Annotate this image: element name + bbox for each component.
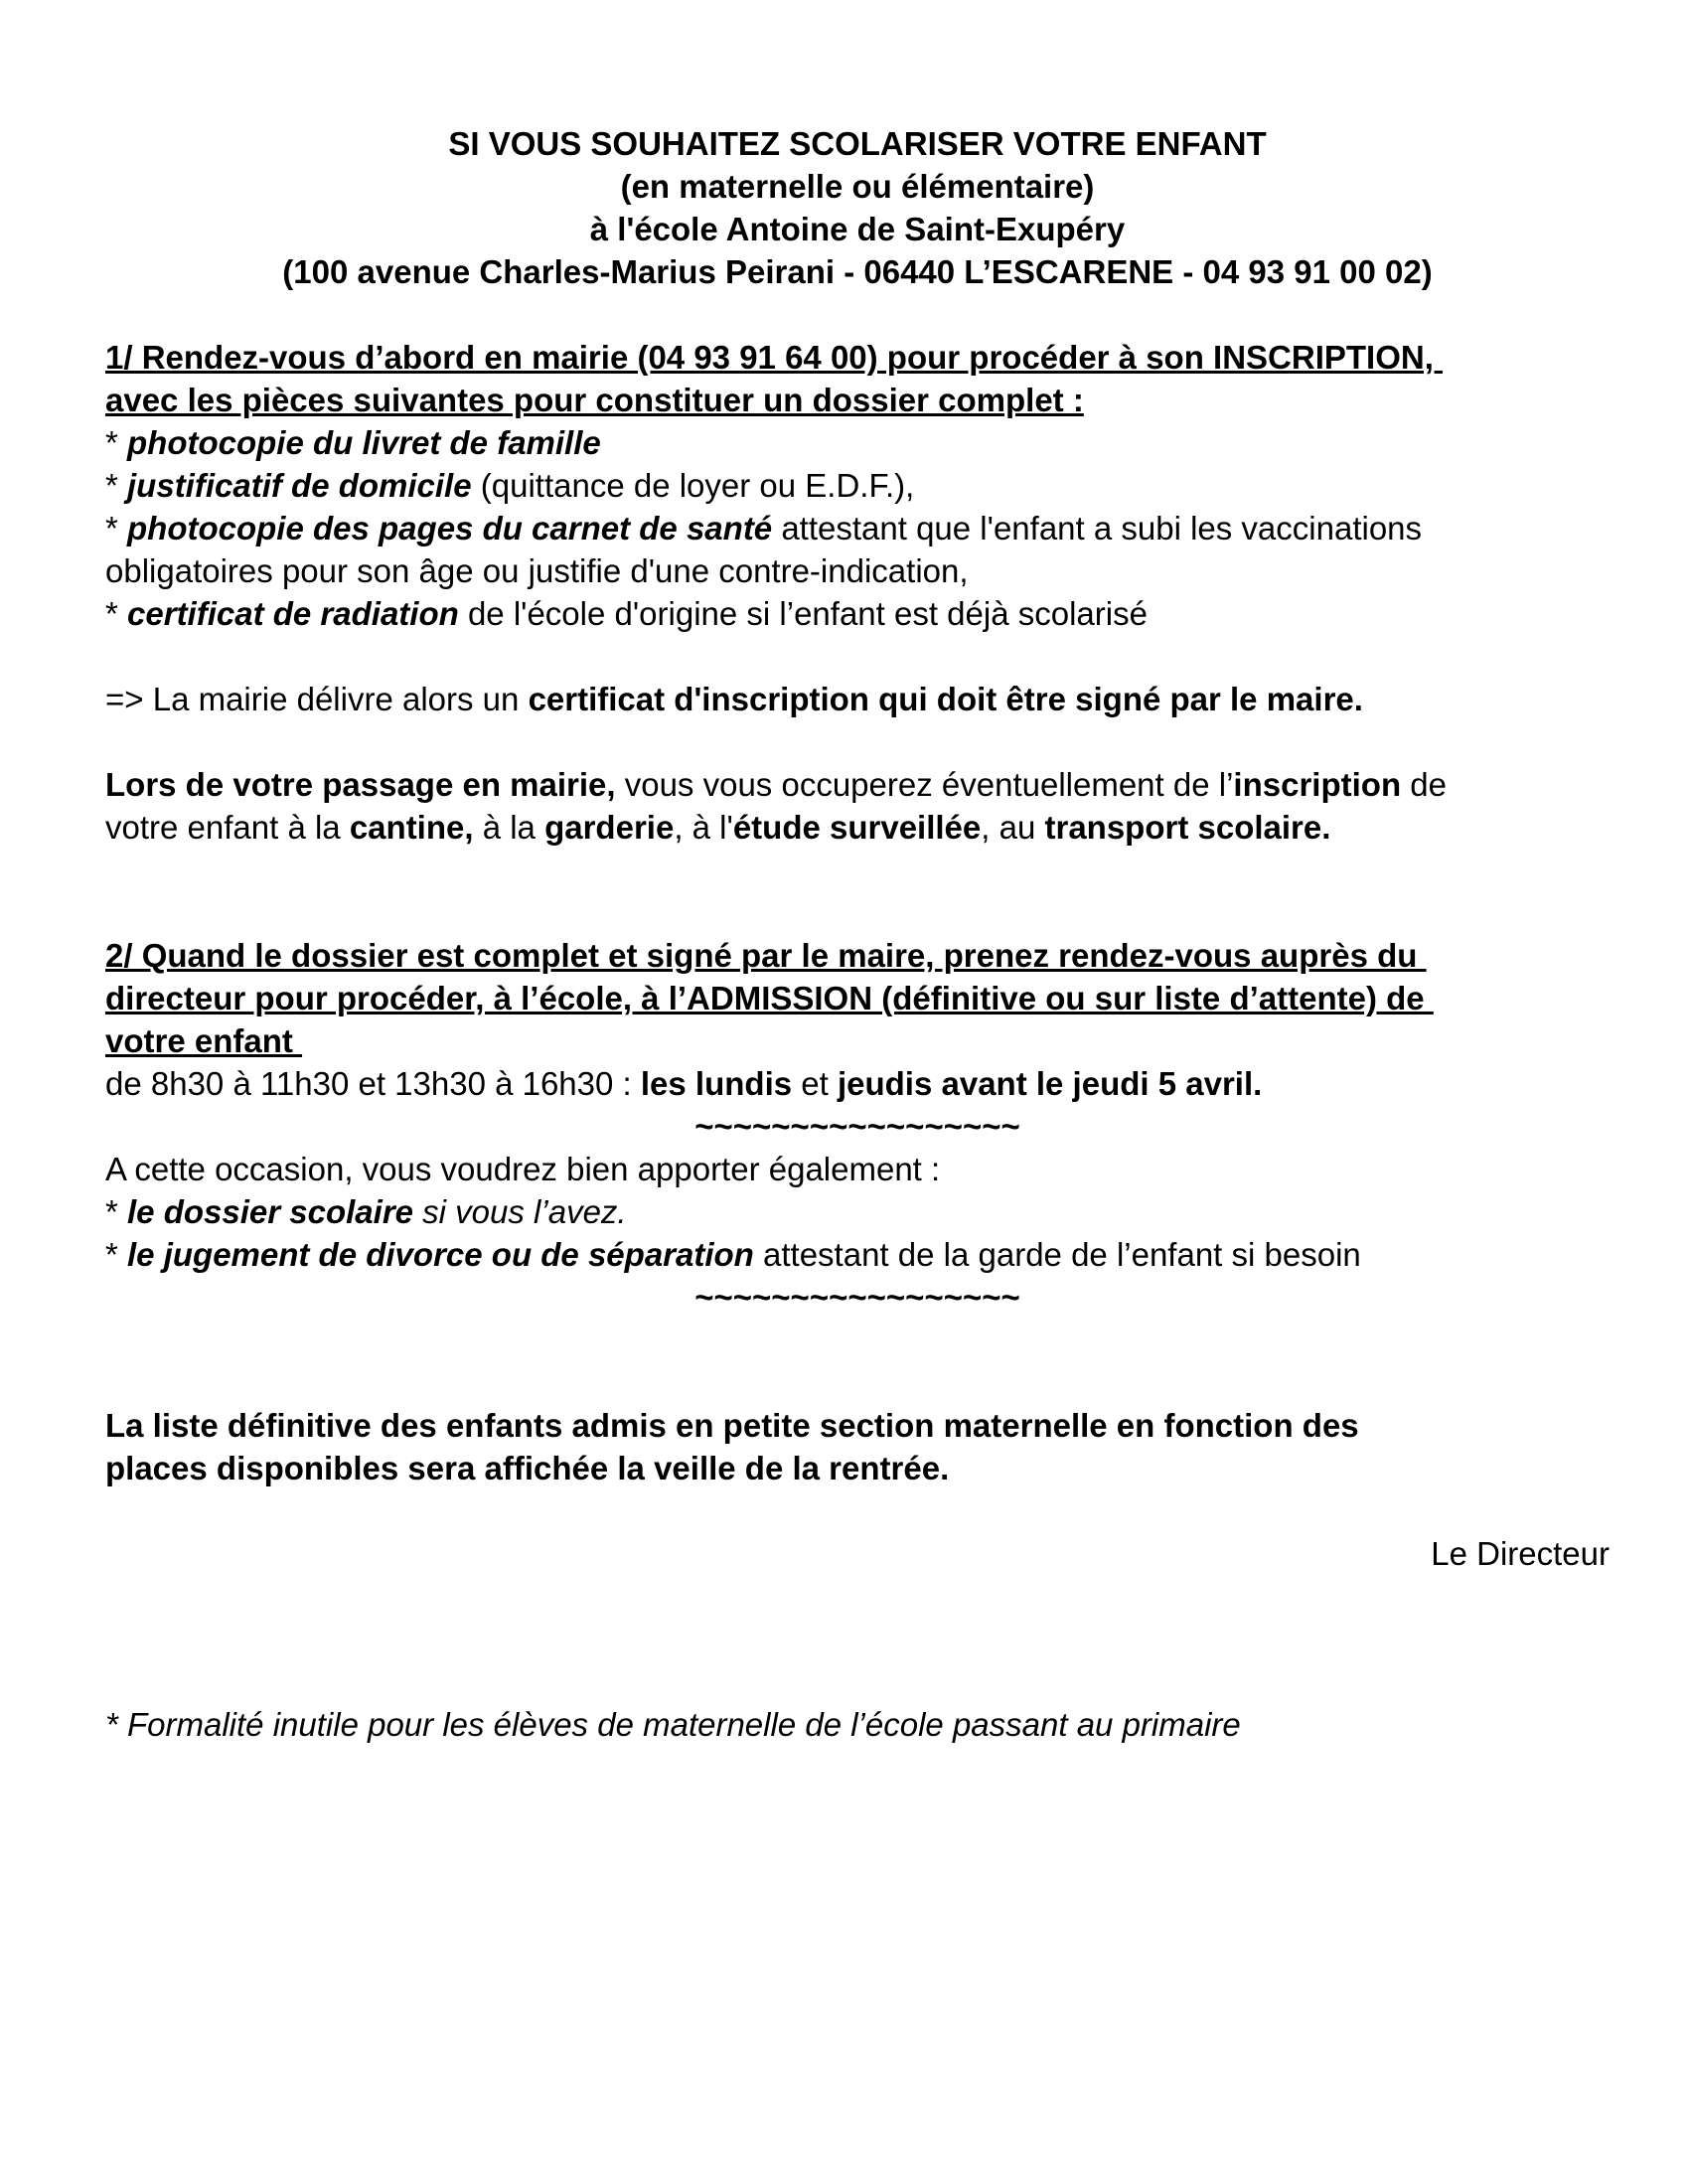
required-document-item-3-continued	[105, 549, 1610, 592]
bring-item-2	[105, 1233, 1610, 1276]
title-line-3-school-name	[105, 208, 1610, 250]
text-run: *	[105, 1236, 128, 1273]
text-run: (en maternelle ou élémentaire)	[620, 168, 1095, 205]
text-run: certificat de radiation	[127, 595, 459, 632]
text-run: cantine,	[349, 809, 474, 846]
text-run: obligatoires pour son âge ou justifie d'une contre-indication,	[105, 552, 969, 589]
final-list-notice-line-1	[105, 1404, 1610, 1447]
text-run: 1/ Rendez-vous d’abord en mairie (04 93 91 64 00) pour procéder à son INSCRIPTION,	[105, 339, 1444, 376]
text-run: certificat d'inscription qui doit être signé par le maire.	[528, 681, 1363, 717]
text-run: La liste définitive des enfants admis en petite section maternelle en fonction des	[105, 1407, 1359, 1444]
text-run: * Formalité inutile pour les élèves de maternelle de l’école passant au primaire	[105, 1706, 1241, 1743]
text-run: photocopie du livret de famille	[127, 424, 601, 461]
admission-hours-line	[105, 1062, 1610, 1105]
text-run: *	[105, 424, 128, 461]
text-run: à l'école Antoine de Saint-Exupéry	[589, 211, 1126, 247]
text-run: , au	[981, 809, 1045, 846]
section2-heading-line-1	[105, 934, 1610, 977]
text-run: les lundis	[640, 1065, 793, 1102]
text-run: attestant que l'enfant a subi les vaccinations	[772, 510, 1423, 546]
text-run: Lors de votre passage en mairie,	[105, 766, 616, 803]
text-run: A cette occasion, vous voudrez bien apporter également :	[105, 1151, 941, 1187]
tilde-separator-2	[105, 1276, 1610, 1319]
section2-heading-line-3	[105, 1019, 1610, 1062]
text-run: *	[105, 510, 128, 546]
text-run: directeur pour procéder, à l’école, à l’ADMISSION (définitive ou sur liste d’attente) de	[105, 980, 1434, 1016]
text-run: *	[105, 1193, 128, 1230]
mairie-services-line-2	[105, 806, 1610, 849]
text-run: à la	[473, 809, 545, 846]
text-run: *	[105, 595, 128, 632]
text-run: transport scolaire.	[1044, 809, 1331, 846]
certificate-note	[105, 678, 1610, 720]
required-document-item-3	[105, 507, 1610, 549]
text-run: photocopie des pages du carnet de santé	[127, 510, 773, 546]
text-run: avec les pièces suivantes pour constituer un dossier complet :	[105, 382, 1084, 418]
text-run: ~~~~~~~~~~~~~~~~~	[694, 1108, 1020, 1145]
text-run: et	[792, 1065, 838, 1102]
text-run: le dossier scolaire	[127, 1193, 414, 1230]
text-run: si vous l’avez.	[413, 1193, 627, 1230]
text-run: inscription	[1233, 766, 1402, 803]
text-run: => La mairie délivre alors un	[105, 681, 529, 717]
text-run: votre enfant à la	[105, 809, 350, 846]
section2-heading-line-2	[105, 977, 1610, 1019]
text-run: attestant de la garde de l’enfant si besoin	[753, 1236, 1361, 1273]
text-run: votre enfant	[105, 1022, 303, 1059]
mairie-services-line-1	[105, 763, 1610, 806]
text-run: le jugement de divorce ou de séparation	[127, 1236, 754, 1273]
text-run: (quittance de loyer ou E.D.F.),	[471, 467, 915, 504]
title-line-4-address	[105, 250, 1610, 293]
bring-item-1	[105, 1190, 1610, 1233]
footnote	[105, 1703, 1610, 1746]
text-run: places disponibles sera affichée la veille de la rentrée.	[105, 1450, 950, 1486]
text-run: garderie	[544, 809, 675, 846]
final-list-notice-line-2	[105, 1447, 1610, 1489]
text-run: *	[105, 467, 128, 504]
text-run: vous vous occuperez éventuellement de l’	[615, 766, 1234, 803]
required-document-item-4	[105, 592, 1610, 635]
text-run: de l'école d'origine si l’enfant est déjà scolarisé	[458, 595, 1148, 632]
required-document-item-1	[105, 421, 1610, 464]
signature	[105, 1532, 1610, 1575]
bring-also-intro	[105, 1148, 1610, 1190]
section1-heading-line-1	[105, 336, 1610, 379]
text-run: de 8h30 à 11h30 et 13h30 à 16h30 :	[105, 1065, 641, 1102]
title-line-1	[105, 122, 1610, 165]
required-document-item-2	[105, 464, 1610, 507]
text-run: ~~~~~~~~~~~~~~~~~	[694, 1279, 1020, 1316]
text-run: , à l'	[674, 809, 733, 846]
text-run: SI VOUS SOUHAITEZ SCOLARISER VOTRE ENFANT	[448, 125, 1267, 162]
text-run: 2/ Quand le dossier est complet et signé par le maire, prenez rendez-vous auprès du	[105, 937, 1427, 974]
text-run: jeudis avant le jeudi 5 avril.	[837, 1065, 1263, 1102]
text-run: de	[1401, 766, 1447, 803]
section1-heading-line-2	[105, 379, 1610, 421]
text-run: Le Directeur	[1431, 1535, 1610, 1572]
title-line-2	[105, 165, 1610, 208]
tilde-separator-1	[105, 1105, 1610, 1148]
text-run: étude surveillée	[732, 809, 982, 846]
text-run: (100 avenue Charles-Marius Peirani - 06440 L’ESCARENE - 04 93 91 00 02)	[282, 253, 1433, 290]
text-run: justificatif de domicile	[127, 467, 472, 504]
